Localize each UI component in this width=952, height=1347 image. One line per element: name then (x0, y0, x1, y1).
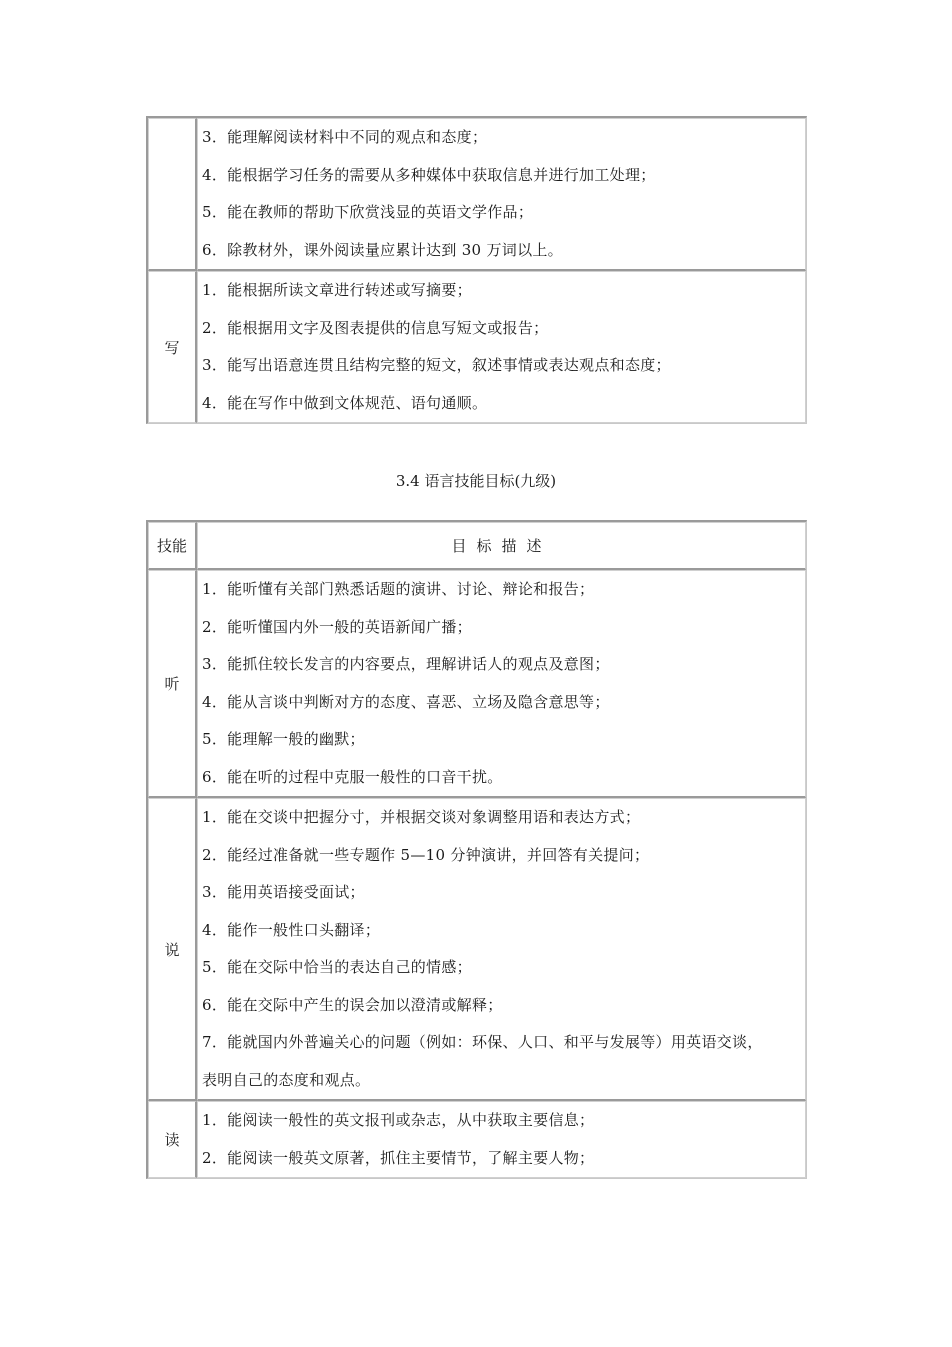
table-header-row (148, 522, 806, 570)
list-item: 3．能理解阅读材料中不同的观点和态度； (202, 128, 488, 146)
list-item: 7．能就国内外普遍关心的问题（例如：环保、人口、和平与发展等）用英语交谈， (202, 1033, 763, 1051)
skill-cell-writing: 写 (148, 271, 197, 423)
list-item: 3．能用英语接受面试； (202, 883, 365, 901)
list-item: 2．能根据用文字及图表提供的信息写短文或报告； (202, 318, 549, 337)
table-row (148, 570, 806, 798)
list-item: 3．能抓住较长发言的内容要点，理解讲话人的观点及意图； (202, 655, 610, 673)
description-cell (197, 798, 806, 1101)
skills-table-level-9 (146, 520, 807, 1179)
skill-cell-reading: 读 (148, 1101, 197, 1178)
list-item: 6．除教材外，课外阅读量应累计达到 30 万词以上。 (202, 240, 563, 259)
table-row (148, 1101, 806, 1178)
skill-cell-speaking: 说 (148, 798, 197, 1101)
description-cell (197, 570, 806, 798)
description-cell (197, 1101, 806, 1178)
list-item: 6．能在交际中产生的误会加以澄清或解释； (202, 995, 503, 1014)
skills-table-continued (146, 116, 807, 424)
list-item: 2．能阅读一般英文原著，抓住主要情节，了解主要人物； (202, 1148, 595, 1167)
list-item: 1．能听懂有关部门熟悉话题的演讲、讨论、辩论和报告； (202, 580, 595, 598)
header-skill: 技能 (148, 522, 197, 570)
list-item: 1．能根据所读文章进行转述或写摘要； (202, 281, 472, 299)
list-item: 6．能在听的过程中克服一般性的口音干扰。 (202, 767, 503, 786)
list-item: 4．能在写作中做到文体规范、语句通顺。 (202, 393, 488, 412)
list-item: 5．能理解一般的幽默； (202, 730, 365, 748)
table-row (148, 798, 806, 1101)
list-item: 4．能从言谈中判断对方的态度、喜恶、立场及隐含意思等； (202, 692, 610, 711)
header-description: 目标描述 (197, 522, 806, 570)
list-item: 4．能作一般性口头翻译； (202, 920, 381, 939)
list-item: 4．能根据学习任务的需要从多种媒体中获取信息并进行加工处理； (202, 165, 656, 184)
list-item: 1．能阅读一般性的英文报刊或杂志，从中获取主要信息； (202, 1111, 595, 1129)
list-item: 表明自己的态度和观点。 (202, 1070, 371, 1089)
list-item: 5．能在交际中恰当的表达自己的情感； (202, 958, 472, 976)
skill-cell (148, 118, 197, 271)
table-row (148, 118, 806, 271)
list-item: 2．能经过准备就一些专题作 5—10 分钟演讲，并回答有关提问； (202, 845, 650, 864)
description-cell (197, 118, 806, 271)
list-item: 5．能在教师的帮助下欣赏浅显的英语文学作品； (202, 203, 534, 221)
list-item: 2．能听懂国内外一般的英语新闻广播； (202, 617, 472, 636)
list-item: 3．能写出语意连贯且结构完整的短文，叙述事情或表达观点和态度； (202, 356, 671, 374)
skill-cell-listening: 听 (148, 570, 197, 798)
table-caption: 3.4 语言技能目标(九级) (395, 472, 557, 490)
list-item: 1．能在交谈中把握分寸，并根据交谈对象调整用语和表达方式； (202, 808, 641, 826)
description-cell (197, 271, 806, 423)
table-row (148, 271, 806, 423)
